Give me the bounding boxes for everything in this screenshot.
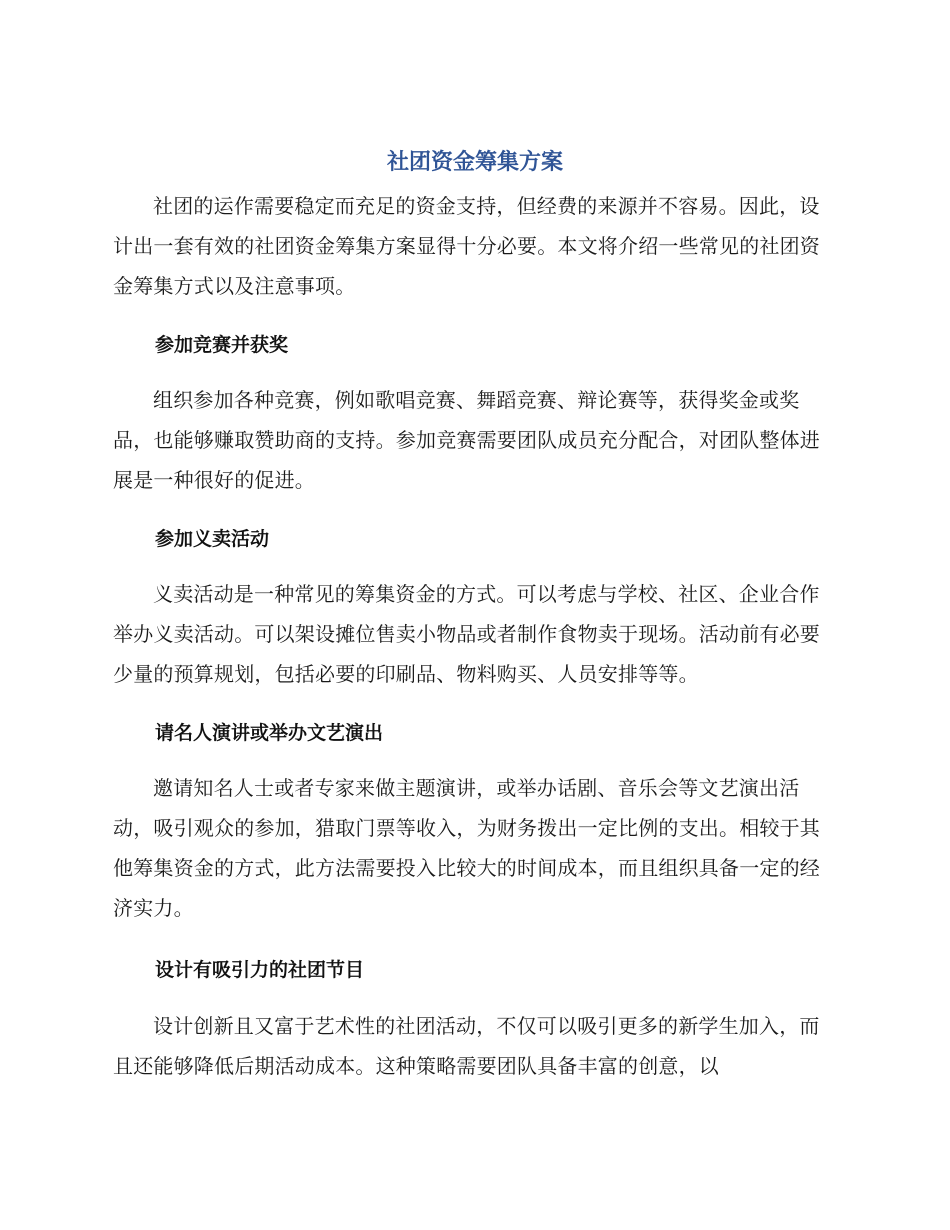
section-heading-lecture-performance: 请名人演讲或举办文艺演出 [155,722,384,744]
intro-paragraph: 社团的运作需要稳定而充足的资金支持，但经费的来源并不容易。因此，设计出一套有效的社团资金筹集方案显得十分必要。本文将介绍一些常见的社团资金筹集方式以及注意事项。 [113,194,820,298]
section-heading-club-program: 设计有吸引力的社团节目 [155,959,365,981]
section-body-lecture-performance: 邀请知名人士或者专家来做主题演讲，或举办话剧、音乐会等文艺演出活动，吸引观众的参加，猎取门票等收入，为财务拨出一定比例的支出。相较于其他筹集资金的方式，此方法需要投入比较大的时间成本，而且组织具备一定的经济实力。 [113,776,820,920]
section-heading-competition: 参加竞赛并获奖 [155,334,289,356]
document-title: 社团资金筹集方案 [386,150,563,175]
section-body-charity-sale: 义卖活动是一种常见的筹集资金的方式。可以考虑与学校、社区、企业合作举办义卖活动。可以架设摊位售卖小物品或者制作食物卖于现场。活动前有必要少量的预算规划，包括必要的印刷品、物料购买、人员安排等等。 [113,582,820,686]
section-heading-charity-sale: 参加义卖活动 [155,528,270,550]
section-body-competition: 组织参加各种竞赛，例如歌唱竞赛、舞蹈竞赛、辩论赛等，获得奖金或奖品，也能够赚取赞助商的支持。参加竞赛需要团队成员充分配合，对团队整体进展是一种很好的促进。 [113,388,820,492]
section-body-club-program: 设计创新且又富于艺术性的社团活动，不仅可以吸引更多的新学生加入，而且还能够降低后期活动成本。这种策略需要团队具备丰富的创意，以 [113,1014,820,1078]
